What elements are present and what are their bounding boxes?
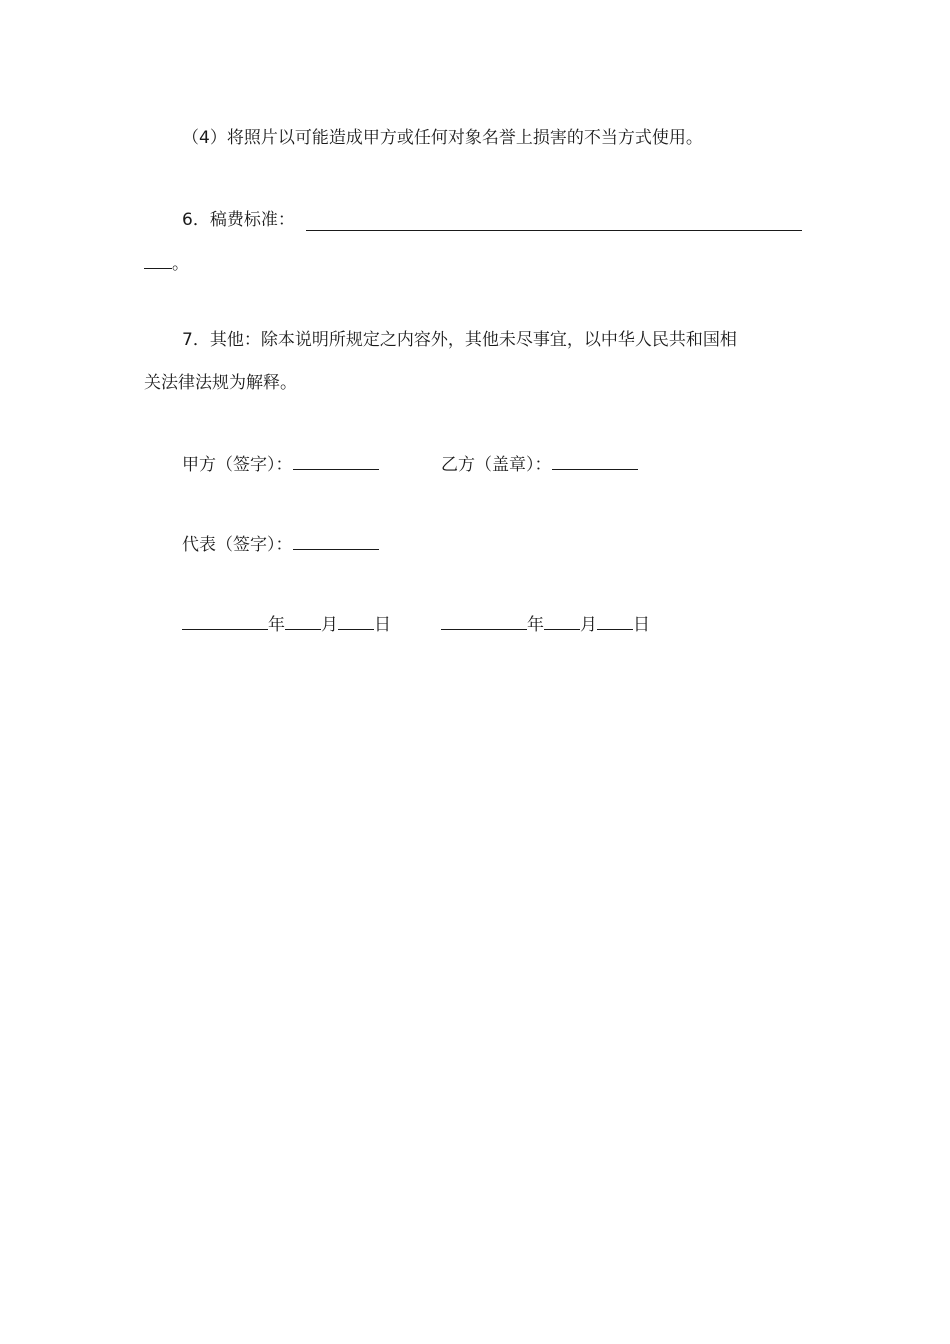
party-b-label: 乙方（盖章）： (441, 455, 552, 475)
date-party-a (182, 611, 391, 637)
party-a-signature (182, 451, 379, 477)
fee-standard-blank[interactable] (306, 230, 802, 231)
date-a-day-blank[interactable] (338, 611, 374, 630)
date-b-month-blank[interactable] (544, 611, 580, 630)
clause-6-label: 6．稿费标准： (182, 210, 295, 230)
fee-standard-blank-end[interactable] (144, 250, 172, 269)
fee-standard-blank-continuation (144, 250, 189, 276)
date-b-year-blank[interactable] (441, 611, 527, 630)
date-b-day-blank[interactable] (597, 611, 633, 630)
representative-label: 代表（签字）： (182, 535, 293, 555)
party-b-seal-blank[interactable] (552, 451, 638, 470)
party-a-signature-blank[interactable] (293, 451, 379, 470)
clause-6-end-mark: 。 (172, 254, 189, 274)
date-a-year-label: 年 (268, 615, 285, 635)
clause-7-line-2: 关法律法规为解释。 (144, 373, 297, 393)
clause-7-line-1: 7．其他：除本说明所规定之内容外，其他未尽事宜，以中华人民共和国相 (182, 330, 737, 350)
date-b-day-label: 日 (633, 615, 650, 635)
date-party-b (441, 611, 650, 637)
date-a-month-label: 月 (321, 615, 338, 635)
representative-signature-blank[interactable] (293, 531, 379, 550)
date-a-month-blank[interactable] (285, 611, 321, 630)
date-b-month-label: 月 (580, 615, 597, 635)
date-a-year-blank[interactable] (182, 611, 268, 630)
date-b-year-label: 年 (527, 615, 544, 635)
clause-4-item-4: （4）将照片以可能造成甲方或任何对象名誉上损害的不当方式使用。 (182, 128, 703, 148)
party-a-label: 甲方（签字）： (182, 455, 293, 475)
date-a-day-label: 日 (374, 615, 391, 635)
representative-signature (182, 531, 379, 557)
party-b-seal (441, 451, 638, 477)
